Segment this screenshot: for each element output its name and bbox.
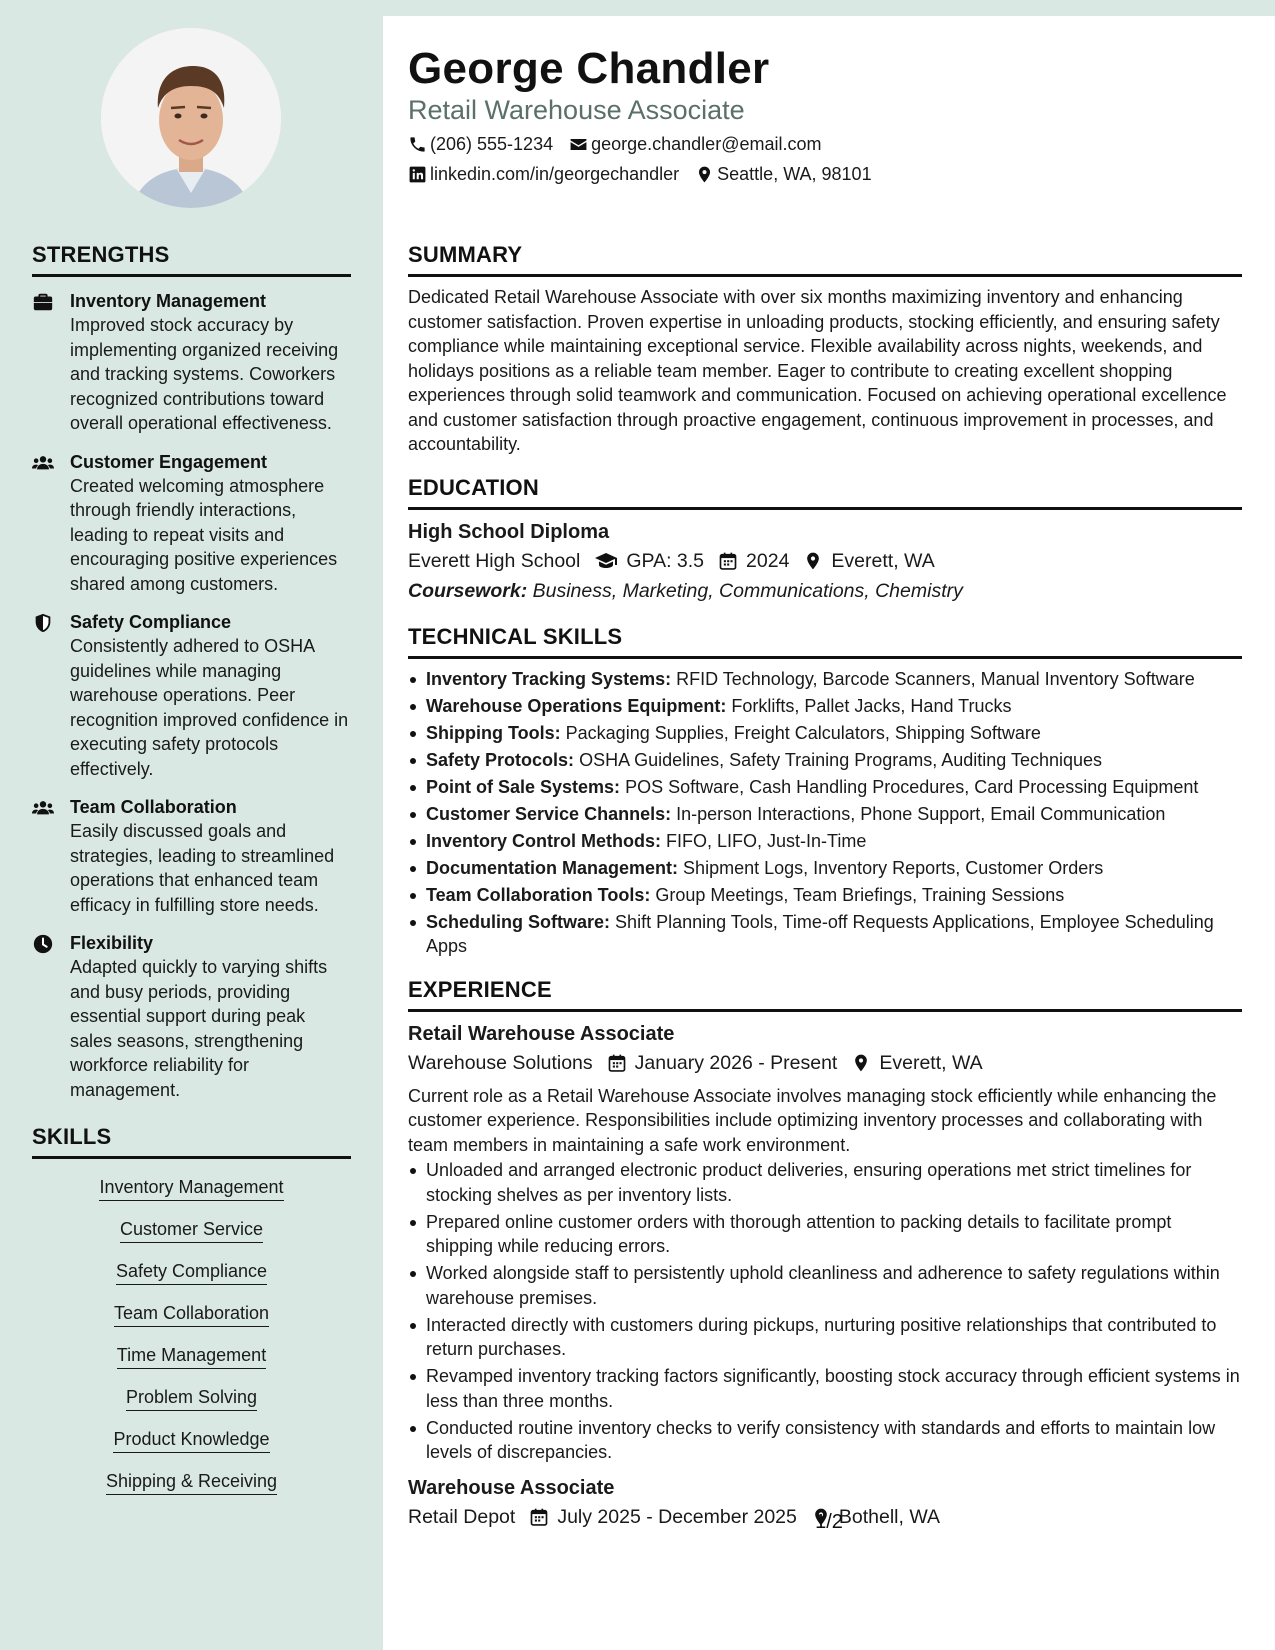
skill-item: Shipping & Receiving [32, 1469, 351, 1495]
strength-item [32, 289, 351, 436]
school-name: Everett High School [408, 549, 581, 572]
contact-row-1 [408, 134, 837, 155]
shield-icon [32, 610, 70, 781]
skill-item: Problem Solving [32, 1385, 351, 1411]
people-icon [32, 795, 70, 917]
graduation-cap-icon [594, 549, 618, 573]
main-content [383, 16, 1275, 1650]
job-location: Everett, WA [851, 1048, 982, 1078]
year-item: 2024 [718, 546, 789, 576]
candidate-name: George Chandler [408, 44, 770, 93]
tech-skill-item: Point of Sale Systems: POS Software, Cash Handling Procedures, Card Processing Equipment [408, 775, 1242, 800]
map-pin-icon [851, 1053, 871, 1073]
linkedin-icon [408, 165, 427, 184]
tech-skill-item: Shipping Tools: Packaging Supplies, Freight Calculators, Shipping Software [408, 721, 1242, 746]
job-meta [408, 1048, 1242, 1078]
summary-section [408, 242, 1242, 457]
technical-skills-list [408, 667, 1242, 959]
clock-icon [32, 931, 70, 1102]
strength-item [32, 795, 351, 917]
education-heading: EDUCATION [408, 475, 1242, 510]
tech-skill-item: Safety Protocols: OSHA Guidelines, Safety Training Programs, Auditing Techniques [408, 748, 1242, 773]
technical-skills-heading: TECHNICAL SKILLS [408, 624, 1242, 659]
job-bullet: Interacted directly with customers during pickups, nurturing positive relationships that contributed to return purchases. [408, 1313, 1242, 1362]
strengths-heading: STRENGTHS [32, 242, 351, 277]
job-bullet: Conducted routine inventory checks to verify consistency with standards and efforts to maintain low levels of discrepancies. [408, 1416, 1242, 1465]
tech-skill-item: Warehouse Operations Equipment: Forklifts, Pallet Jacks, Hand Trucks [408, 694, 1242, 719]
strength-item [32, 931, 351, 1102]
strength-title: Team Collaboration [70, 797, 237, 817]
education-location: Everett, WA [803, 546, 934, 576]
skill-item: Inventory Management [32, 1175, 351, 1201]
skill-item: Safety Compliance [32, 1259, 351, 1285]
location-contact: Seattle, WA, 98101 [695, 164, 871, 185]
skills-list [32, 1175, 351, 1495]
sidebar [0, 0, 383, 1650]
calendar-icon [607, 1053, 627, 1073]
skill-item: Time Management [32, 1343, 351, 1369]
gpa-item: GPA: 3.5 [594, 546, 704, 576]
company-name: Warehouse Solutions [408, 1051, 593, 1074]
strength-title: Safety Compliance [70, 612, 232, 632]
experience-heading: EXPERIENCE [408, 977, 1242, 1012]
people-icon [32, 450, 70, 597]
tech-skill-item: Inventory Control Methods: FIFO, LIFO, Just-In-Time [408, 829, 1242, 854]
job-description: Current role as a Retail Warehouse Associate involves managing stock efficiently while enhancing the customer experience. Responsibilities include optimizing inventory processes and collaborating with team members in maintaining a safe work environment. [408, 1085, 1217, 1155]
technical-skills-section [408, 624, 1242, 959]
calendar-icon [718, 551, 738, 571]
linkedin-contact[interactable]: linkedin.com/in/georgechandler [408, 164, 679, 185]
skill-item: Product Knowledge [32, 1427, 351, 1453]
strength-item [32, 610, 351, 781]
strength-title: Inventory Management [70, 291, 267, 311]
coursework: Coursework: Business, Marketing, Communications, Chemistry [408, 579, 963, 602]
envelope-icon [569, 135, 588, 154]
tech-skill-item: Scheduling Software: Shift Planning Tools, Time-off Requests Applications, Employee Scheduling Apps [408, 910, 1242, 959]
job-bullet: Revamped inventory tracking factors significantly, boosting stock accuracy through efficient systems in less than three months. [408, 1364, 1242, 1413]
strength-item [32, 450, 351, 597]
candidate-title: Retail Warehouse Associate [408, 95, 745, 125]
map-pin-icon [695, 165, 714, 184]
degree-title: High School Diploma [408, 520, 610, 543]
phone-icon [408, 135, 427, 154]
profile-photo [101, 28, 281, 208]
skill-item: Customer Service [32, 1217, 351, 1243]
job-bullet: Worked alongside staff to persistently uphold cleanliness and adherence to safety regulations within warehouse premises. [408, 1261, 1242, 1310]
job-title: Warehouse Associate [408, 1476, 615, 1499]
contact-row-2 [408, 164, 888, 185]
strength-desc: Created welcoming atmosphere through friendly interactions, leading to repeat visits and encouraging positive experiences shared among customers. [70, 475, 338, 594]
skill-item: Team Collaboration [32, 1301, 351, 1327]
education-meta [408, 546, 1242, 576]
job-dates: January 2026 - Present [607, 1048, 838, 1078]
summary-heading: SUMMARY [408, 242, 1242, 277]
strength-desc: Consistently adhered to OSHA guidelines while managing warehouse operations. Peer recognition improved confidence in executing safety protocols effectively. [70, 636, 349, 779]
job-dates: July 2025 - December 2025 [529, 1502, 797, 1532]
job-bullet: Prepared online customer orders with thorough attention to packing details to facilitate prompt shipping while reducing errors. [408, 1210, 1242, 1259]
email-contact[interactable]: george.chandler@email.com [569, 134, 821, 155]
job-location: Bothell, WA [811, 1502, 940, 1532]
job-bullet: Unloaded and arranged electronic product deliveries, ensuring operations met strict timelines for stocking shelves as per inventory lists. [408, 1158, 1242, 1207]
education-section [408, 475, 1242, 606]
tech-skill-item: Customer Service Channels: In-person Interactions, Phone Support, Email Communication [408, 802, 1242, 827]
tech-skill-item: Inventory Tracking Systems: RFID Technology, Barcode Scanners, Manual Inventory Software [408, 667, 1242, 692]
strengths-list [32, 289, 351, 1102]
experience-section [408, 977, 1242, 1532]
phone-contact: (206) 555-1234 [408, 134, 553, 155]
summary-text: Dedicated Retail Warehouse Associate with over six months maximizing inventory and enhancing customer satisfaction. Proven expertise in unloading products, stocking efficiently, and ensuring safety compliance while maintaining exceptional service. Flexible availability across nights, weekends, and holidays positions as a reliable team member. Eager to contribute to creating excellent shopping experiences through solid teamwork and communication. Focused on achieving operational excellence and customer satisfaction through proactive engagement, continuous improvement in processes, and accountability. [408, 287, 1227, 454]
strength-title: Customer Engagement [70, 451, 268, 472]
briefcase-icon [32, 289, 70, 436]
tech-skill-item: Team Collaboration Tools: Group Meetings, Team Briefings, Training Sessions [408, 883, 1242, 908]
map-pin-icon [803, 551, 823, 571]
strength-title: Flexibility [70, 933, 154, 953]
tech-skill-item: Documentation Management: Shipment Logs, Inventory Reports, Customer Orders [408, 856, 1242, 881]
company-name: Retail Depot [408, 1505, 516, 1528]
job-title: Retail Warehouse Associate [408, 1022, 675, 1045]
job-bullets [408, 1158, 1242, 1465]
strength-desc: Easily discussed goals and strategies, leading to streamlined operations that enhanced team efficacy in fulfilling store needs. [70, 821, 335, 915]
page-number: 1/2 [815, 1511, 843, 1533]
strength-desc: Adapted quickly to varying shifts and busy periods, providing essential support during peak sales seasons, strengthening workforce reliability for management. [70, 957, 328, 1100]
strength-desc: Improved stock accuracy by implementing organized receiving and tracking systems. Coworkers recognized contributions toward overall operational effectiveness. [70, 315, 339, 433]
skills-heading: SKILLS [32, 1124, 351, 1159]
